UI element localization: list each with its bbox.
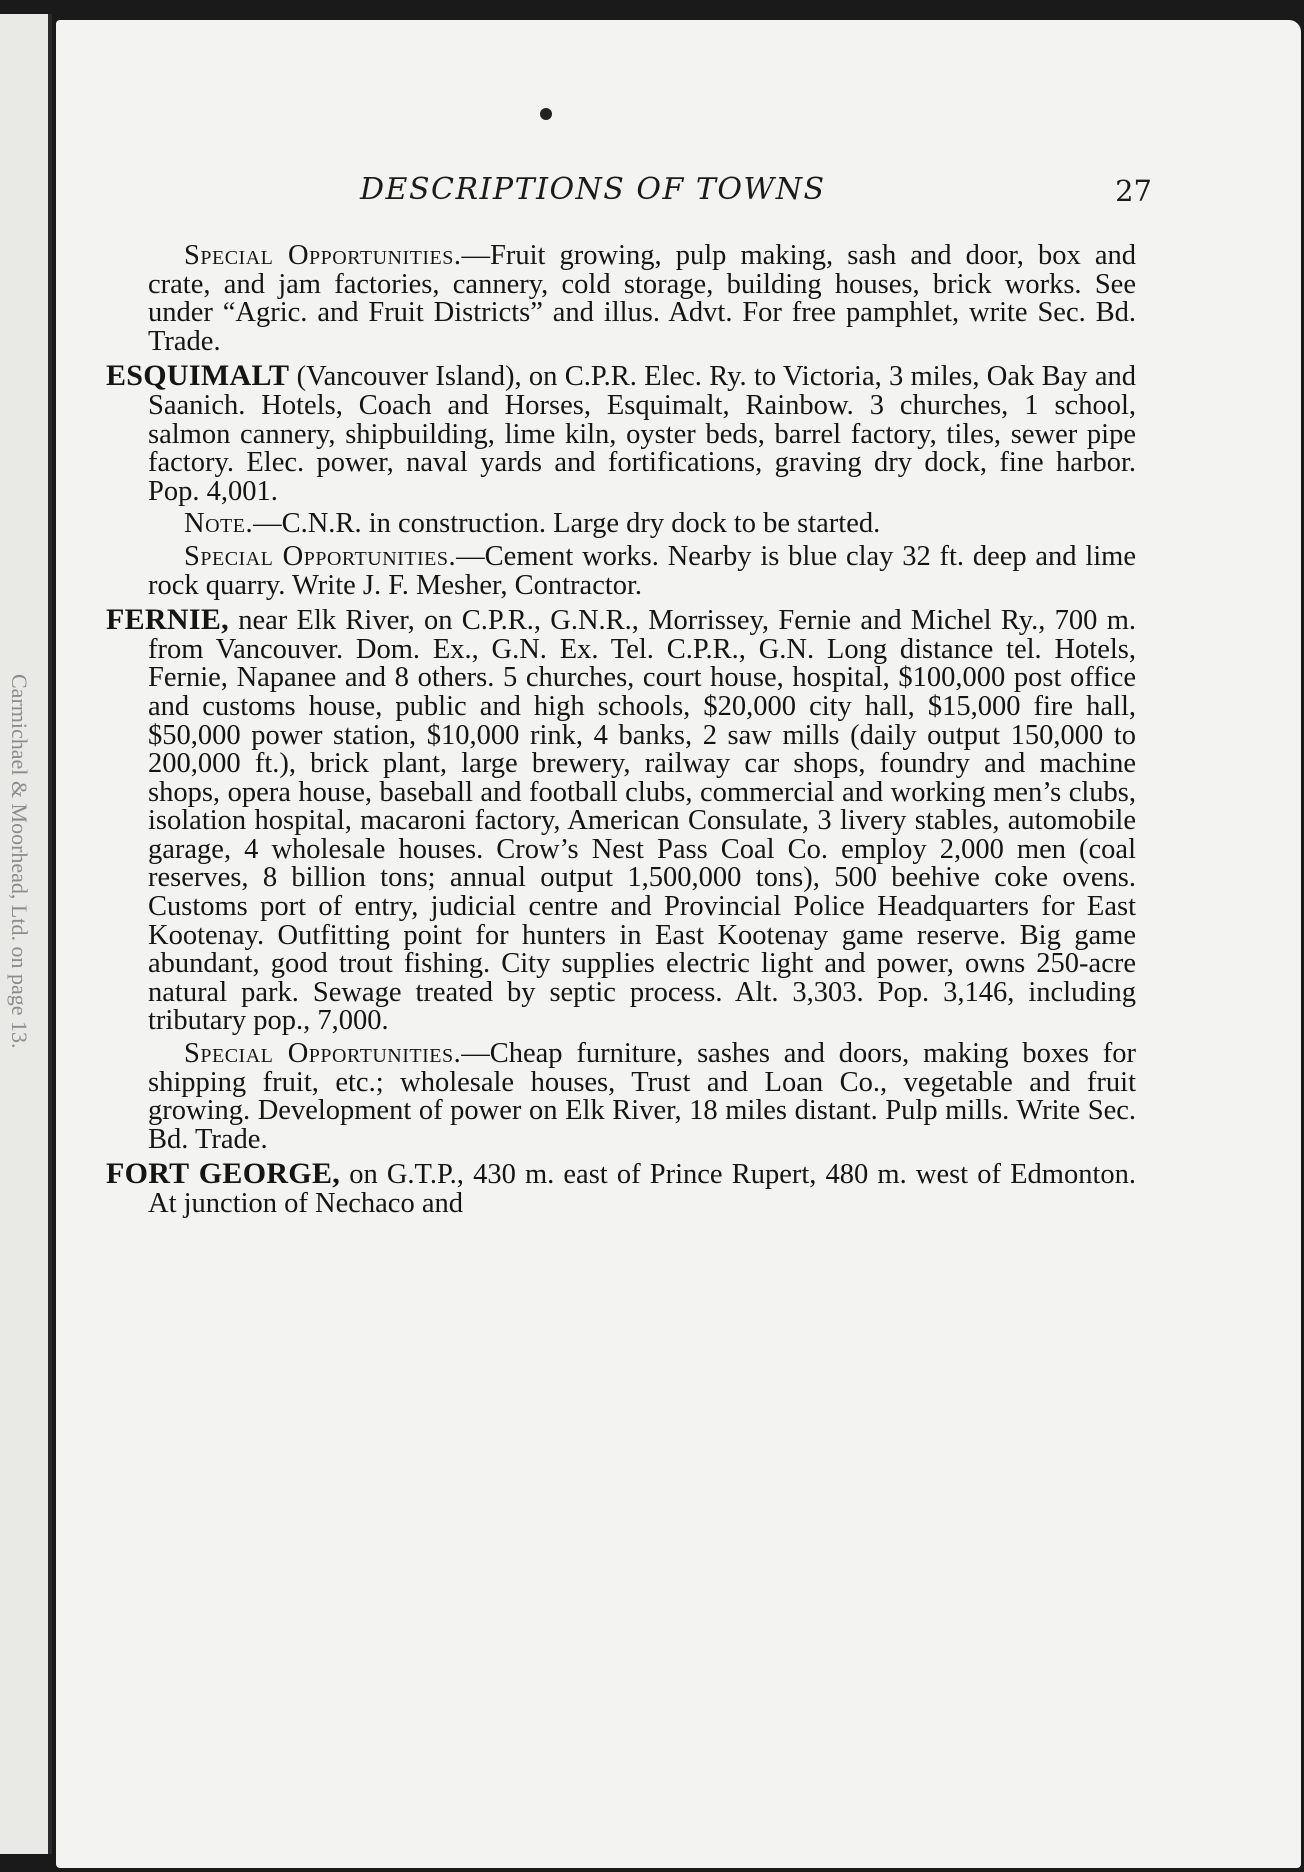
running-title: DESCRIPTIONS OF TOWNS [360,172,826,207]
section-label: Special Opportunities. [184,1038,462,1070]
section-label: Special Opportunities. [184,240,462,271]
section-label: Special Opportunities. [184,540,457,572]
book-page [56,20,1301,1868]
page-body [106,242,1136,1223]
printer-dot-mark [540,108,552,120]
town-name: FORT GEORGE, [106,1157,341,1191]
running-header [106,172,1160,216]
page-gutter-line [48,14,52,1854]
paragraph-text: —Fruit growing, pulp making, sash and door, box and crate, and jam factories, cannery, cold storage, building houses, brick works. See under “Agric. and Fruit Districts” and illus. Advt. For free pamphlet, write Sec. Bd. Trade. [148,240,1136,357]
town-entry-fort-george [106,1157,1137,1219]
town-description: on G.T.P., 430 m. east of Prince Rupert, 480 m. west of Edmonton. At junction of Nechaco and [148,1159,1137,1219]
special-opportunities-paragraph [106,242,1136,356]
note-text: —C.N.R. in construction. Large dry dock to be started. [253,508,881,540]
note-paragraph [106,510,1136,539]
page-number: 27 [1115,174,1152,208]
previous-page-edge [0,14,52,1854]
note-label: Note. [184,508,254,540]
paragraph-text: —Cement works. Nearby is blue clay 32 ft. deep and lime rock quarry. Write J. F. Mesher, Contractor. [148,540,1136,601]
paragraph-text: —Cheap furniture, sashes and doors, making boxes for shipping fruit, etc.; wholesale houses, Trust and Loan Co., vegetable and fruit growing. Development of power on Elk River, 18 miles distant. Pulp mills. Write Sec. Bd. Trade. [148,1038,1137,1155]
town-description: near Elk River, on C.P.R., G.N.R., Morrissey, Fernie and Michel Ry., 700 m. from Vancouver. Dom. Ex., G.N. Ex. Tel. C.P.R., G.N. Long distance tel. Hotels, Fernie, Napanee and 8 others. 5 churches, court house, hospital, $100,000 post office and customs house, public and high schools, $20,000 city hall, $15,000 fire hall, $50,000 power station, $10,000 rink, 4 banks, 2 saw mills (daily output 150,000 to 200,000 ft.), brick plant, large brewery, railway car shops, foundry and machine shops, opera house, baseball and football clubs, commercial and working men’s clubs, isolation hospital, macaroni factory, American Consulate, 3 livery stables, automobile garage, 4 wholesale houses. Crow’s Nest Pass Coal Co. employ 2,000 men (coal reserves, 8 billion tons; annual output 1,500,000 tons), 500 beehive coke ovens. Customs port of entry, judicial centre and Provincial Police Headquarters for East Kootenay. Outfitting point for hunters in East Kootenay game reserve. Big game abundant, good trout fishing. City supplies electric light and power, owns 250-acre natural park. Sewage treated by septic process. Alt. 3,303. Pop. 3,146, including tributary pop., 7,000. [148,605,1136,1037]
special-opportunities-paragraph [106,540,1136,601]
town-entry-fernie [106,603,1136,1037]
town-name: ESQUIMALT [106,359,290,393]
town-description: (Vancouver Island), on C.P.R. Elec. Ry. to Victoria, 3 miles, Oak Bay and Saanich. Hotels, Coach and Horses, Esquimalt, Rainbow. 3 churches, 1 school, salmon cannery, shipbuilding, lime kiln, oyster beds, barrel factory, tiles, sewer pipe factory. Elec. power, naval yards and fortifications, graving dry dock, fine harbor. Pop. 4,001. [148,361,1136,507]
spine-advertisement-text: Carmichael & Moorhead, Ltd. on page 13. [7,674,32,1049]
page-content-area [106,20,1160,1868]
town-entry-esquimalt [106,359,1136,507]
special-opportunities-paragraph [106,1040,1136,1154]
town-name: FERNIE, [106,603,229,637]
